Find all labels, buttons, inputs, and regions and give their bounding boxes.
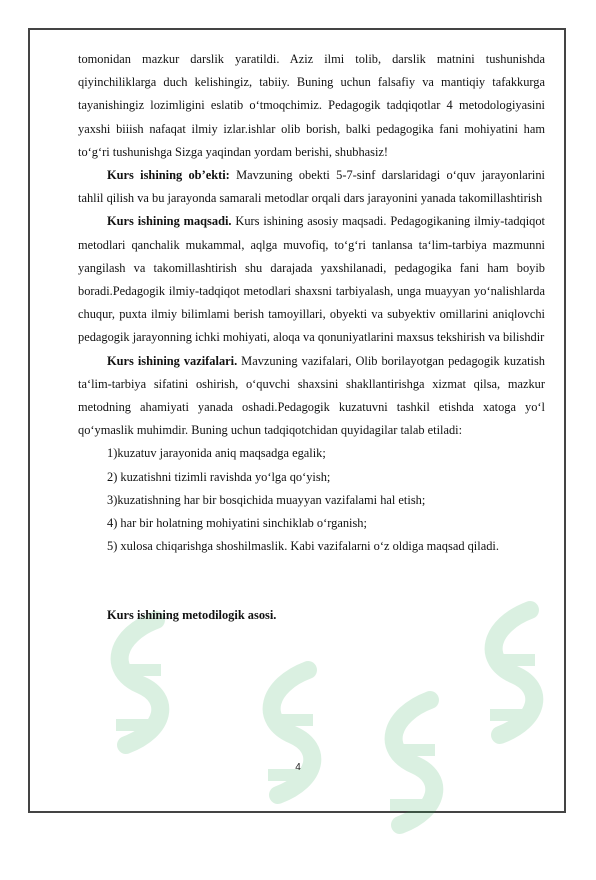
list-item: 1)kuzatuv jarayonida aniq maqsadga egalik; bbox=[107, 446, 326, 461]
paragraph-goal bbox=[78, 210, 545, 349]
list-item: 3)kuzatishning har bir bosqichida muayyan vazifalami hal etish; bbox=[107, 492, 426, 507]
paragraph-tasks-body: Mavzuning vazifalari, Olib borilayotgan pedagogik kuzatish ta‘lim-tarbiya sifatini oshirish, o‘quvchi shaxsini shakllantirishga xizmat qilsa, mazkur metodning ahamiyati yanada oshadi.Pedagogik kuzatuvni tashkil etishda xatoga yo‘l qo‘ymaslik muhimdir. Buning uchun tadqiqotchidan quyidagilar talab etiladi: bbox=[78, 353, 545, 438]
list-item: 4) har bir holatning mohiyatini sinchiklab o‘rganish; bbox=[107, 516, 367, 531]
paragraph-tasks-lead: Kurs ishining vazifalari. bbox=[107, 353, 238, 368]
section-heading: Kurs ishining metodilogik asosi. bbox=[107, 608, 277, 623]
paragraph-goal-body: Kurs ishining asosiy maqsadi. Pedagogikaning ilmiy-tadqiqot metodlari qanchalik mukammal, aqlga muvofiq, to‘g‘ri tanlansa ta‘lim-tarbiya mazmunni yangilash va takomillashtirish shu darajada yaxshilanadi, pedagogika fani ham boyib boradi.Pedagogik ilmiy-tadqiqot metodlari shaxsni tarbiyalash, unga muayyan yo‘nalishlarda chuqur, puxta ilmiy bilimlami berish tamoyillari, obyekti va subyektiv omillarini aniqlovchi pedagogik jarayonning ichki mohiyati, aloqa va qonuniyatlarini maxsus tekshirish va bilishdir bbox=[78, 214, 545, 345]
list-item: 2) kuzatishni tizimli ravishda yo‘lga qo‘yish; bbox=[107, 469, 331, 484]
paragraph-object-body: Mavzuning obekti 5-7-sinf darslaridagi o‘quv jarayonlarini tahlil qilish va bu jarayonda samarali metodlar orqali dars jarayonini yanada takomillashtirish bbox=[78, 168, 545, 206]
paragraph-object-lead: Kurs ishining ob’ekti: bbox=[107, 168, 230, 183]
paragraph-tasks bbox=[78, 350, 545, 443]
document-body bbox=[78, 48, 545, 628]
list-item: 5) xulosa chiqarishga shoshilmaslik. Kabi vazifalarni o‘z oldiga maqsad qiladi. bbox=[107, 539, 499, 554]
spacer bbox=[78, 558, 545, 604]
paragraph-goal-lead: Kurs ishining maqsadi. bbox=[107, 214, 232, 229]
paragraph-object bbox=[78, 164, 545, 210]
paragraph-intro: tomonidan mazkur darslik yaratildi. Aziz ilmi tolib, darslik matnini tushunishda qiyinchiliklarga duch kelishingiz, tabiiy. Buning uchun falsafiy va mantiqiy tafakkurga tayanishingiz lozimligini eslatib o‘tmoqchimiz. Pedagogik tadqiqotlar 4 metodologiyasini yaxshi biiish nafaqat ilmiy izlar.ishlar olib borish, balki pedagogika fani mohiyatini ham to‘g‘ri tushunishga Sizga yaqindan yordam berishi, shubhasiz! bbox=[78, 52, 545, 159]
page-number: 4 bbox=[295, 762, 301, 773]
